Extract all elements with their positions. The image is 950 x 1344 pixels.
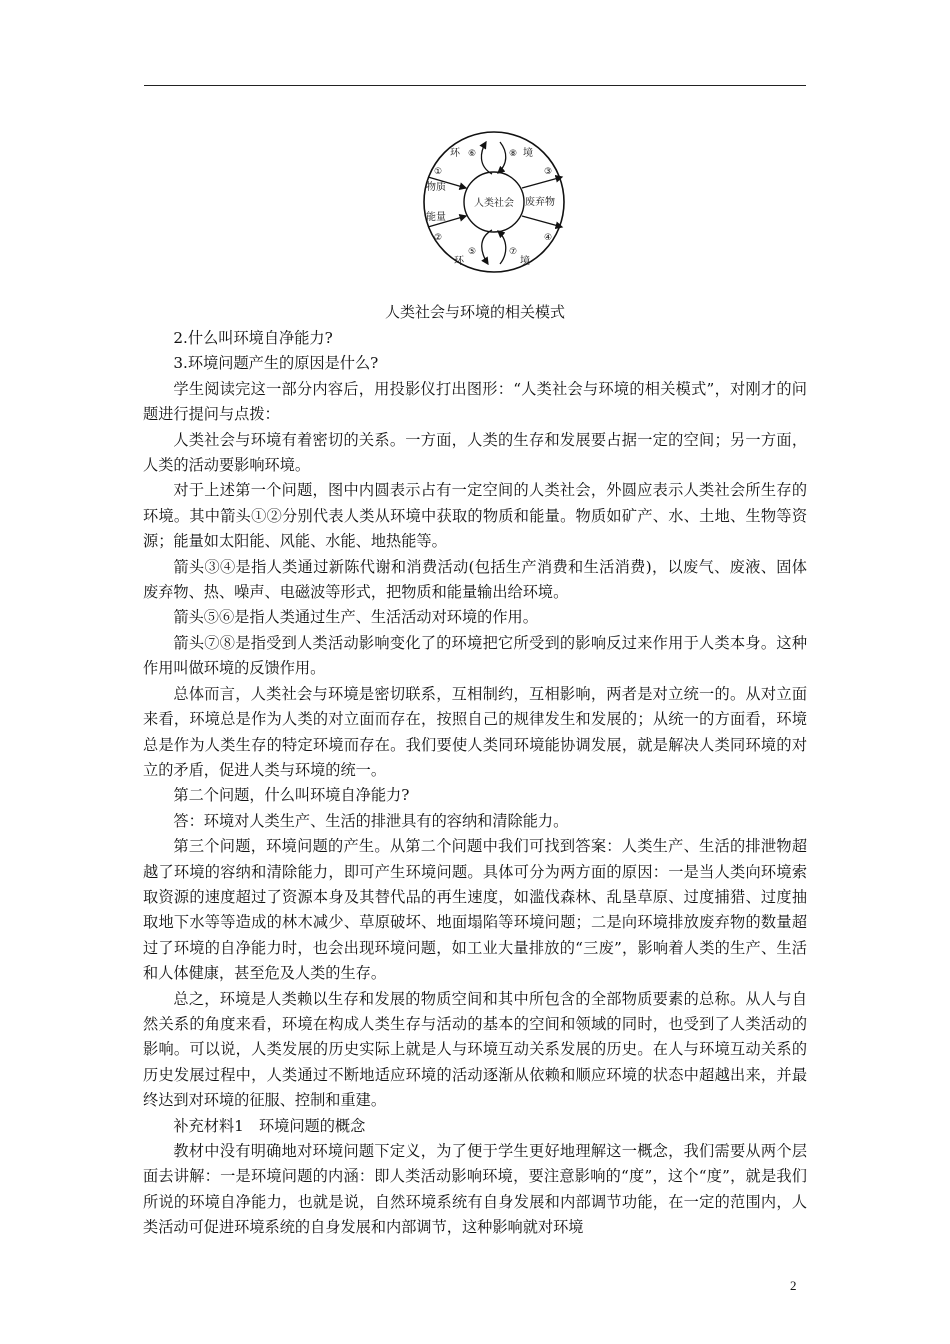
header-rule: [144, 85, 806, 86]
section-heading: 补充材料1 环境问题的概念: [173, 1116, 366, 1135]
paragraph: 箭头⑦⑧是指受到人类活动影响变化了的环境把它所受到的影响反过来作用于人类本身。这种作用叫做环境的反馈作用。: [143, 633, 807, 678]
paragraph: 教材中没有明确地对环境问题下定义，为了便于学生更好地理解这一概念，我们需要从两个层面去讲解：一是环境问题的内涵：即人类活动影响环境，要注意影响的“度”，这个“度”，就是我们所说的环境自净能力，也就是说，自然环境系统有自身发展和内部调节功能，在一定的范围内，人类活动可促进环境系统的自身发展和内部调节，这种影响就对环境: [143, 1142, 807, 1237]
arrow-4: [522, 216, 562, 227]
label-huan-bottom: 环: [454, 256, 464, 267]
label-waste: 废弃物: [525, 197, 555, 208]
paragraph: 总之，环境是人类赖以生存和发展的物质空间和其中所包含的全部物质要素的总称。从人与自然关系的角度来看，环境在构成人类生存与活动的基本的空间和领域的同时，也受到了人类活动的影响。可以说，人类发展的历史实际上就是人与环境互动关系发展的历史。在人与环境互动关系的历史发展过程中，人类通过不断地适应环境的活动逐渐从依赖和顺应环境的状态中超越出来，并最终达到对环境的征服、控制和重建。: [143, 989, 807, 1110]
paragraph: 学生阅读完这一部分内容后，用投影仪打出图形：“人类社会与环境的相关模式”，对刚才的问题进行提问与点拨：: [143, 379, 807, 424]
arrow-8: [498, 142, 506, 173]
label-n5: ⑤: [468, 247, 477, 257]
label-energy: 能量: [426, 212, 446, 223]
label-n8: ⑧: [509, 149, 518, 159]
paragraph: 第三个问题，环境问题的产生。从第二个问题中我们可找到答案：人类生产、生活的排泄物超越了环境的容纳和清除能力，即可产生环境问题。具体可分为两方面的原因：一是当人类向环境索取资源的速度超过了资源本身及其替代品的再生速度，如滥伐森林、乱垦草原、过度捕猎、过度抽取地下水等等造成的林木减少、草原破坏、地面塌陷等环境问题；二是向环境排放废弃物的数量超过了环境的自净能力时，也会出现环境问题，如工业大量排放的“三废”，影响着人类的生产、生活和人体健康，甚至危及人类的生存。: [143, 837, 807, 983]
label-matter: 物质: [426, 182, 446, 193]
paragraph: 答：环境对人类生产、生活的排泄具有的容纳和清除能力。: [173, 811, 569, 830]
label-huan-top: 环: [450, 148, 460, 159]
label-center: 人类社会: [474, 198, 514, 209]
diagram-svg: [416, 130, 572, 280]
label-n4: ④: [544, 233, 553, 243]
label-n1: ①: [434, 167, 443, 177]
arrow-3: [522, 177, 562, 188]
paragraph: 箭头⑤⑥是指人类通过生产、生活活动对环境的作用。: [173, 608, 538, 627]
paragraph: 2.什么叫环境自净能力?: [173, 329, 333, 347]
label-n6: ⑥: [468, 149, 477, 159]
paragraph: 第二个问题，什么叫环境自净能力?: [173, 786, 410, 805]
figure-caption: 人类社会与环境的相关模式: [384, 303, 565, 321]
paragraph: 人类社会与环境有着密切的关系。一方面，人类的生存和发展要占据一定的空间；另一方面，人类的活动要影响环境。: [143, 430, 807, 475]
arrow-6: [481, 142, 492, 174]
arrow-7: [498, 231, 506, 264]
paragraph: 箭头③④是指人类通过新陈代谢和消费活动(包括生产消费和生活消费)，以废气、废液、固体废弃物、热、噪声、电磁波等形式，把物质和能量输出给环境。: [143, 557, 807, 602]
label-jing-bottom: 境: [520, 256, 530, 267]
human-environment-diagram: [416, 130, 572, 280]
label-n3: ③: [544, 167, 553, 177]
paragraph: 3.环境问题产生的原因是什么?: [173, 354, 379, 373]
label-n2: ②: [434, 233, 443, 243]
label-jing-top: 境: [523, 148, 533, 159]
body-text: [143, 326, 807, 1241]
paragraph: 对于上述第一个问题，图中内圆表示占有一定空间的人类社会，外圆应表示人类社会所生存的环境。其中箭头①②分别代表人类从环境中获取的物质和能量。物质如矿产、水、土地、生物等资源；能量如太阳能、风能、水能、地热能等。: [143, 481, 807, 551]
page-number: 2: [790, 1278, 797, 1293]
paragraph: 总体而言，人类社会与环境是密切联系，互相制约，互相影响，两者是对立统一的。从对立面来看，环境总是作为人类的对立面而存在，按照自己的规律发生和发展的；从统一的方面看，环境总是作为人类生存的特定环境而存在。我们要使人类同环境能协调发展，就是解决人类同环境的对立的矛盾，促进人类与环境的统一。: [143, 684, 807, 779]
label-n7: ⑦: [509, 247, 518, 257]
arrow-5: [482, 230, 492, 264]
